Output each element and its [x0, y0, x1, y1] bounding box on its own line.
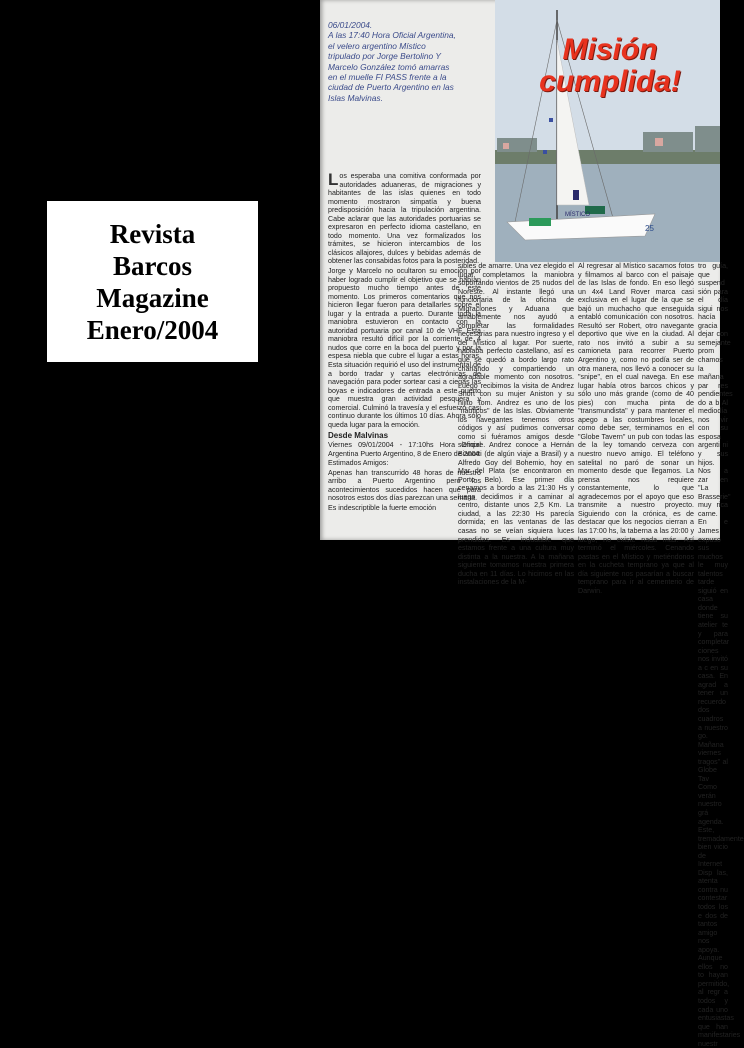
- headline-line-2: cumplida!: [539, 65, 681, 98]
- column-1-paragraph-1: os esperaba una comitiva conformada por autoridades aduaneras, de migraciones y habitantes de las islas quienes en todo momento mostraron simpatía y buena predisposición hacia la tripulación argentina. Cabe aclarar que las autoridades portuarias se expresaron en perfecto idioma castellano, en todo momento. Una vez formalizados los trámites, se hicieron intercambios de los clásicos allajores, dulces y bebidas además de obtener las consabidas fotos para la posteridad.: [328, 172, 481, 266]
- section-subhead: Desde Malvinas: [328, 431, 389, 441]
- caption-line-boats: Barcos: [113, 250, 192, 281]
- boat-sail-label: MÍSTICO: [565, 212, 590, 218]
- caption-line-magazine-name: Magazine: [96, 282, 209, 313]
- article-column-2: [458, 262, 574, 587]
- article-headline: [505, 34, 715, 98]
- article-column-3: [578, 262, 694, 595]
- column-1-paragraph-2: Jorge y Marcelo no ocultaron su emoción por haber logrado cumplir el objetivo que se habían propuesto mucho tiempo antes de este momento. Los primeros comentarios que nos hicieron llegar fueron para detallarles sobre el lugar y la entrada a puerto. Durante toda la maniobra estuvieron en contacto con la autoridad portuaria por canal 10 de VHF. Esta maniobra resultó difícil por la corriente de 4 nudos que corre en la boca del puerto y por la espesa niebla que cubre el lugar a estas horas. Esta situación requirió el uso del instrumental de a bordo tradar y cartas electrónicas de navegación para poder sortear casi a ciegas las boyas e indicadores de entrada a este puerto que muestra gran actividad pesquera y comercial. Culminó la travesía y el esfuerzo casi continuo durante los últimos 10 días. Ahora sólo queda lugar para la emoción.: [328, 267, 481, 429]
- column-1-paragraph-3: Viernes 09/01/2004 - 17:10hs Hora Oficial Argentina Puerto Argentino, 8 de Enero de 2004: [328, 440, 481, 458]
- column-1-paragraph-6: Es indescriptible la fuerte emoción: [328, 503, 437, 512]
- drop-cap: L: [328, 170, 339, 189]
- column-1-paragraph-4: Estimados Amigos:: [328, 459, 389, 468]
- caption-box: [47, 201, 258, 362]
- headline-line-1: Misión: [562, 33, 658, 66]
- column-2-text: sibles de amarre. Una vez elegido el lugar, completamos la maniobra soportando vientos de 25 nudos del Noreste. Al instante llegó una funcionaria de la oficina de Migraciones y Aduana que amablemente nos ayudó a completar las formalidades necesarias para nuestro ingreso y el del Místico al lugar. Por suerte, hablaba perfecto castellano, así es que se quedó a bordo largo rato charlando y compartiendo un agradable momento con nosotros. Luego recibimos la visita de Andrez Short con su mujer Aniston y su hijito Tom. Andrez es uno de los "náuticos" de las Islas. Obviamente los navegantes tenemos otros códigos y así pudimos conversar como si fuéramos amigos desde siempre. Andrez conoce a Hernán Bianotti (de algún viaje a Brasil) y a Alfredo Goy del Bohemio, hoy en Mar del Plata (se encontraron en Porto Belo). Ese primer día cenamos a bordo a las 21:30 Hs y luego decidimos ir a caminar al centro, distante unos 2,5 Km. La ciudad, a las 22:30 Hs parecía dormida; en las ventanas de las casas no se veían siquiera luces prendidas. Es indudable que estamos frente a una cultura muy distinta a la nuestra. A la mañana siguiente tomamos nuestra primera ducha en 11 días. Lo hicimos en las instalaciones de la M-: [458, 262, 574, 587]
- article-lead: [328, 20, 458, 103]
- caption-line-magazine: Revista: [109, 218, 196, 249]
- lead-date: 06/01/2004.: [328, 20, 373, 30]
- lead-text: A las 17:40 Hora Oficial Argentina, el velero argentino Místico tripulado por Jorge Bertolino Y Marcelo González tomó amarras en el muelle FI PASS frente a la ciudad de Puerto Argentino en las Islas Malvinas.: [328, 30, 456, 103]
- magazine-page: [320, 0, 744, 1048]
- column-3-text: Al regresar al Místico sacamos fotos y filmamos al barco con el paisaje de las Islas de fondo. En eso llegó un 4x4 Land Rover marca casi exclusiva en el lugar de la que se bajó un muchacho que enseguida entabló comunicación con nosotros. Resultó ser Robert, otro navegante deportivo que vive en la ciudad. Al rato nos invitó a subir a su camioneta para recorrer Puerto Argentino y, como no podía ser de otra manera, nos llevó a conocer su "snipe", en el cual navega. En ese lugar había otros barcos chicos y sólo uno más grande (como de 40 pies) con mucha pinta de "transmundista" y para mantener el apego a las costumbres locales, como debe ser, terminamos en el "Globe Tavern" un pub con todas las de la ley tomando cerveza con nuestro nuevo amigo. El teléfono satelital no paró de sonar un momento desde que llegamos. La prensa nos requiere constantemente, lo que agradecemos por el apoyo que eso transmite a nuestro proyecto. Siguiendo con la crónica, es de destacar que los negocios cierran a las 17:00 hs, la taberna a las 20:00 y luego, no existe nada más. Así terminó el miércoles. Cenando pastas en el Místico y metiéndonos en la cucheta temprano ya que al día siguiente nos pasarían a buscar temprano para ir al cementerio de Darwin.: [578, 262, 694, 595]
- article-column-4: [698, 262, 744, 1048]
- svg-text:25: 25: [645, 224, 654, 233]
- column-4-text: tro guía, que suspend sión para el día sigui nos hacía gracia dejar con semejante prom chamos la mañana par res pendientes do a b Al mediodía nos vir con su esposa argenti ni y sus hijos. Nos a zar en "La Brasserie" muy rica carne. En e James expuso sus muchos le muy talentos tarde siguió en casa donde tiene su atelier te y para completar ciones nos invitó a c en su casa. En agrad a tener un recuerdo dos cuadros a nuestro go. Mañana viernes tragos" al Globe Tav Como verán nuestro grá agenda. Este, tremadamente bien vicio de Internet Disp las, atenta contra nu contestar todos los e dos de tantos amigo nos apoya. Aunque ellos no to hayan permitido, al regr a todos y cada uno entusiastas que han manifestaries nuestr: [698, 262, 744, 1048]
- caption-line-date: Enero/2004: [86, 314, 219, 345]
- column-1-paragraph-5: Apenas han transcurrido 48 horas de nuestro arribo a Puerto Argentino pero los acontecimientos sucedidos hacen que para nosotros estos dos días parezcan una semana.: [328, 468, 481, 503]
